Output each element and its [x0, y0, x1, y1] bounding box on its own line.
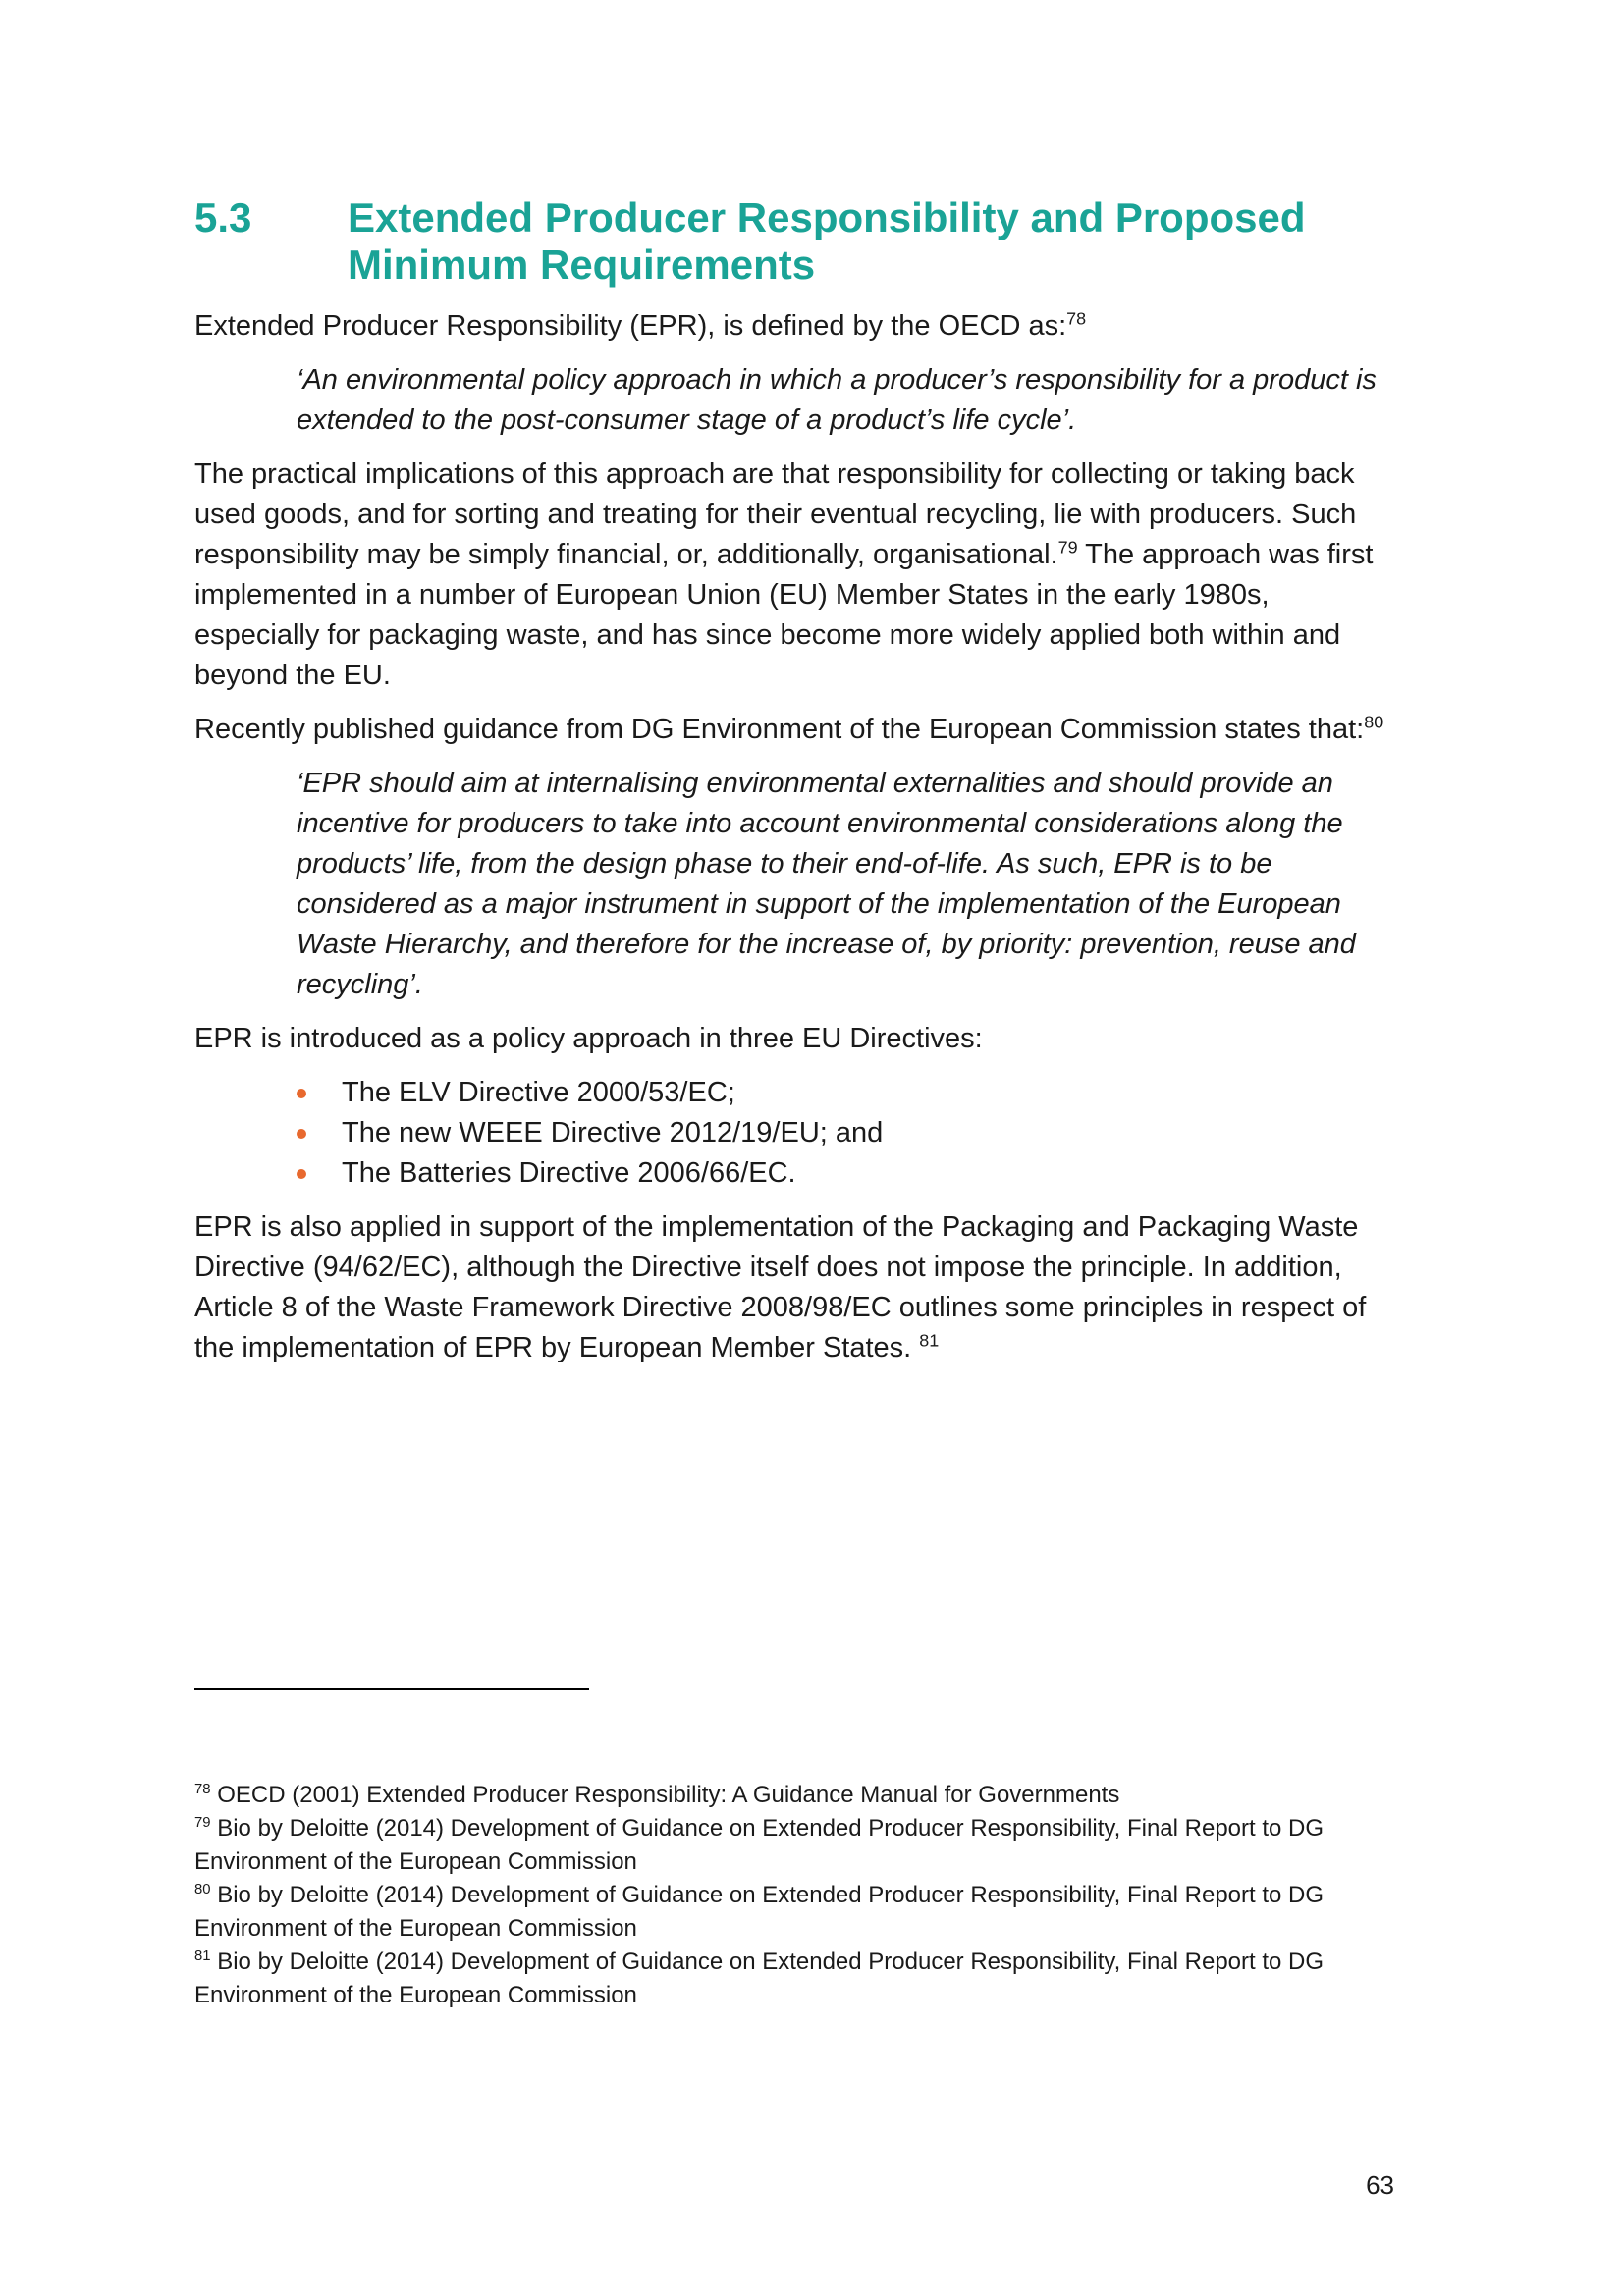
- list-item: [194, 1073, 1387, 1113]
- section-number: 5.3: [194, 194, 252, 240]
- paragraph-practical-implications: [194, 454, 1387, 696]
- footnote-ref-80[interactable]: 80: [1364, 712, 1384, 732]
- footnote-number: 78: [194, 1782, 211, 1797]
- footnote-number: 79: [194, 1815, 211, 1831]
- quote-oecd-definition: ‘An environmental policy approach in which a producer’s responsibility for a product is extended to the post-consumer stage of a product’s life cycle’.: [297, 364, 1377, 436]
- footnote-ref-81[interactable]: 81: [919, 1330, 940, 1351]
- list-item: [194, 1153, 1387, 1194]
- paragraph-dg-guidance: [194, 710, 1387, 750]
- list-item-text: The new WEEE Directive 2012/19/EU; and: [342, 1117, 884, 1148]
- footnote-79: [194, 1812, 1373, 1879]
- paragraph-text: Recently published guidance from DG Environment of the European Commission states that:: [194, 714, 1365, 745]
- list-item-text: The ELV Directive 2000/53/EC;: [342, 1077, 735, 1108]
- paragraph-epr-definition: [194, 306, 1387, 347]
- page-number: 63: [1366, 2170, 1394, 2200]
- quote-dg-environment: ‘EPR should aim at internalising environmental externalities and should provide an incentive for producers to take into account environmental considerations along the products’ life, from the design phase to their end-of-life. As such, EPR is to be considered as a major instrument in support of the implementation of the European Waste Hierarchy, and therefore for the increase of, by priority: prevention, reuse and recycling’.: [297, 768, 1356, 1000]
- footnote-number: 80: [194, 1882, 211, 1897]
- footnote-ref-78[interactable]: 78: [1066, 308, 1087, 329]
- list-item: [194, 1113, 1387, 1153]
- footnote-81: [194, 1946, 1373, 2012]
- bullet-icon: [297, 1169, 306, 1179]
- list-item-text: The Batteries Directive 2006/66/EC.: [342, 1157, 796, 1189]
- paragraph-text: EPR is also applied in support of the implementation of the Packaging and Packaging Waste Directive (94/62/EC), although the Directive itself does not impose the principle. In addition, Article 8 of the Waste Framework Directive 2008/98/EC outlines some principles in respect of the implementation of EPR by European Member States.: [194, 1211, 1367, 1363]
- footnotes: [194, 1779, 1373, 2012]
- bullet-icon: [297, 1129, 306, 1139]
- paragraph-text: The practical implications of this approach are that responsibility for collecting or taking back used goods, and for sorting and treating for their eventual recycling, lie with producers. Such responsibility may be simply financial, or, additionally, organisational.: [194, 458, 1357, 570]
- paragraph-packaging-directive: [194, 1207, 1387, 1368]
- footnote-separator: [194, 1688, 589, 1690]
- footnote-78: [194, 1779, 1373, 1812]
- paragraph-directives-intro: EPR is introduced as a policy approach in three EU Directives:: [194, 1023, 983, 1054]
- section-title: Extended Producer Responsibility and Proposed Minimum Requirements: [348, 194, 1306, 288]
- paragraph-text: Extended Producer Responsibility (EPR), is defined by the OECD as:: [194, 310, 1067, 342]
- footnote-80: [194, 1879, 1373, 1946]
- footnote-text: Bio by Deloitte (2014) Development of Guidance on Extended Producer Responsibility, Final Report to DG Environment of the European Commission: [194, 1949, 1325, 2008]
- footnote-text: Bio by Deloitte (2014) Development of Guidance on Extended Producer Responsibility, Final Report to DG Environment of the European Commission: [194, 1882, 1325, 1942]
- paragraph-text: The approach was first implemented in a number of European Union (EU) Member States in the early 1980s, especially for packaging waste, and has since become more widely applied both within and beyond the EU.: [194, 539, 1374, 691]
- footnote-ref-79[interactable]: 79: [1057, 537, 1078, 558]
- footnote-text: Bio by Deloitte (2014) Development of Guidance on Extended Producer Responsibility, Final Report to DG Environment of the European Commission: [194, 1815, 1325, 1875]
- directives-list: [194, 1073, 1387, 1194]
- footnote-text: OECD (2001) Extended Producer Responsibility: A Guidance Manual for Governments: [210, 1782, 1120, 1808]
- footnote-number: 81: [194, 1949, 211, 1964]
- bullet-icon: [297, 1089, 306, 1098]
- body-content: [194, 306, 1387, 1382]
